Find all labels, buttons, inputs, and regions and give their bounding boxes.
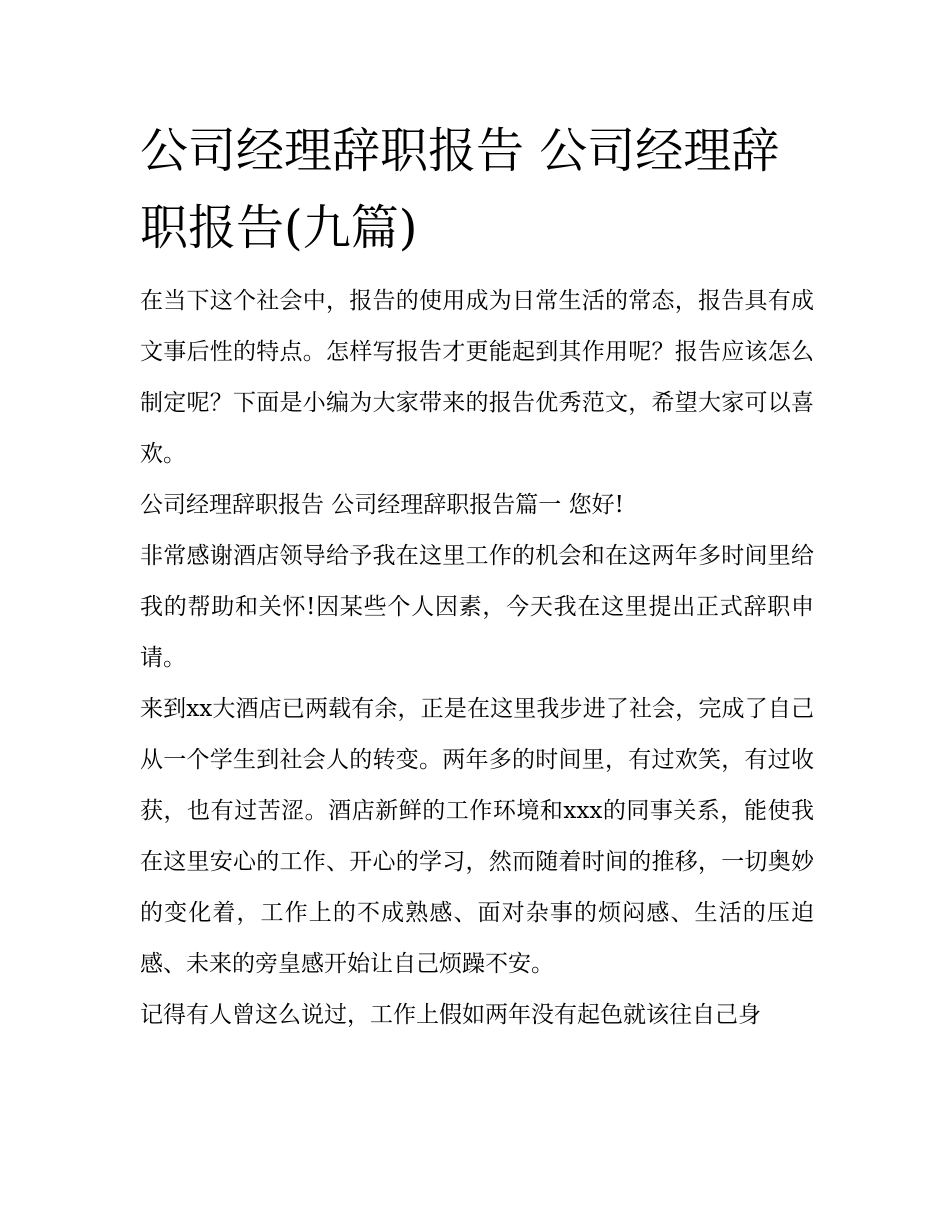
paragraph-experience: 来到xx大酒店已两载有余，正是在这里我步进了社会，完成了自己从一个学生到社会人的转变。两年多的时间里，有过欢笑，有过收获，也有过苦涩。酒店新鲜的工作环境和xxx的同事关系，能使我在这里安心的工作、开心的学习，然而随着时间的推移，一切奥妙的变化着，工作上的不成熟感、面对杂事的烦闷感、生活的压迫感、未来的旁皇感开始让自己烦躁不安。 bbox=[140, 696, 814, 977]
document-body bbox=[140, 276, 814, 1041]
paragraph-intro: 在当下这个社会中，报告的使用成为日常生活的常态，报告具有成文事后性的特点。怎样写报告才更能起到其作用呢？报告应该怎么制定呢？下面是小编为大家带来的报告优秀范文，希望大家可以喜欢。 bbox=[140, 288, 814, 467]
paragraph-remember: 记得有人曾这么说过，工作上假如两年没有起色就该往自己身 bbox=[140, 1002, 761, 1028]
document-content bbox=[140, 113, 814, 1041]
paragraph-section-heading: 公司经理辞职报告 公司经理辞职报告篇一 您好! bbox=[140, 492, 624, 518]
paragraph-thanks: 非常感谢酒店领导给予我在这里工作的机会和在这两年多时间里给我的帮助和关怀!因某些个人因素，今天我在这里提出正式辞职申请。 bbox=[140, 543, 814, 671]
document-title: 公司经理辞职报告 公司经理辞职报告(九篇) bbox=[140, 123, 780, 256]
